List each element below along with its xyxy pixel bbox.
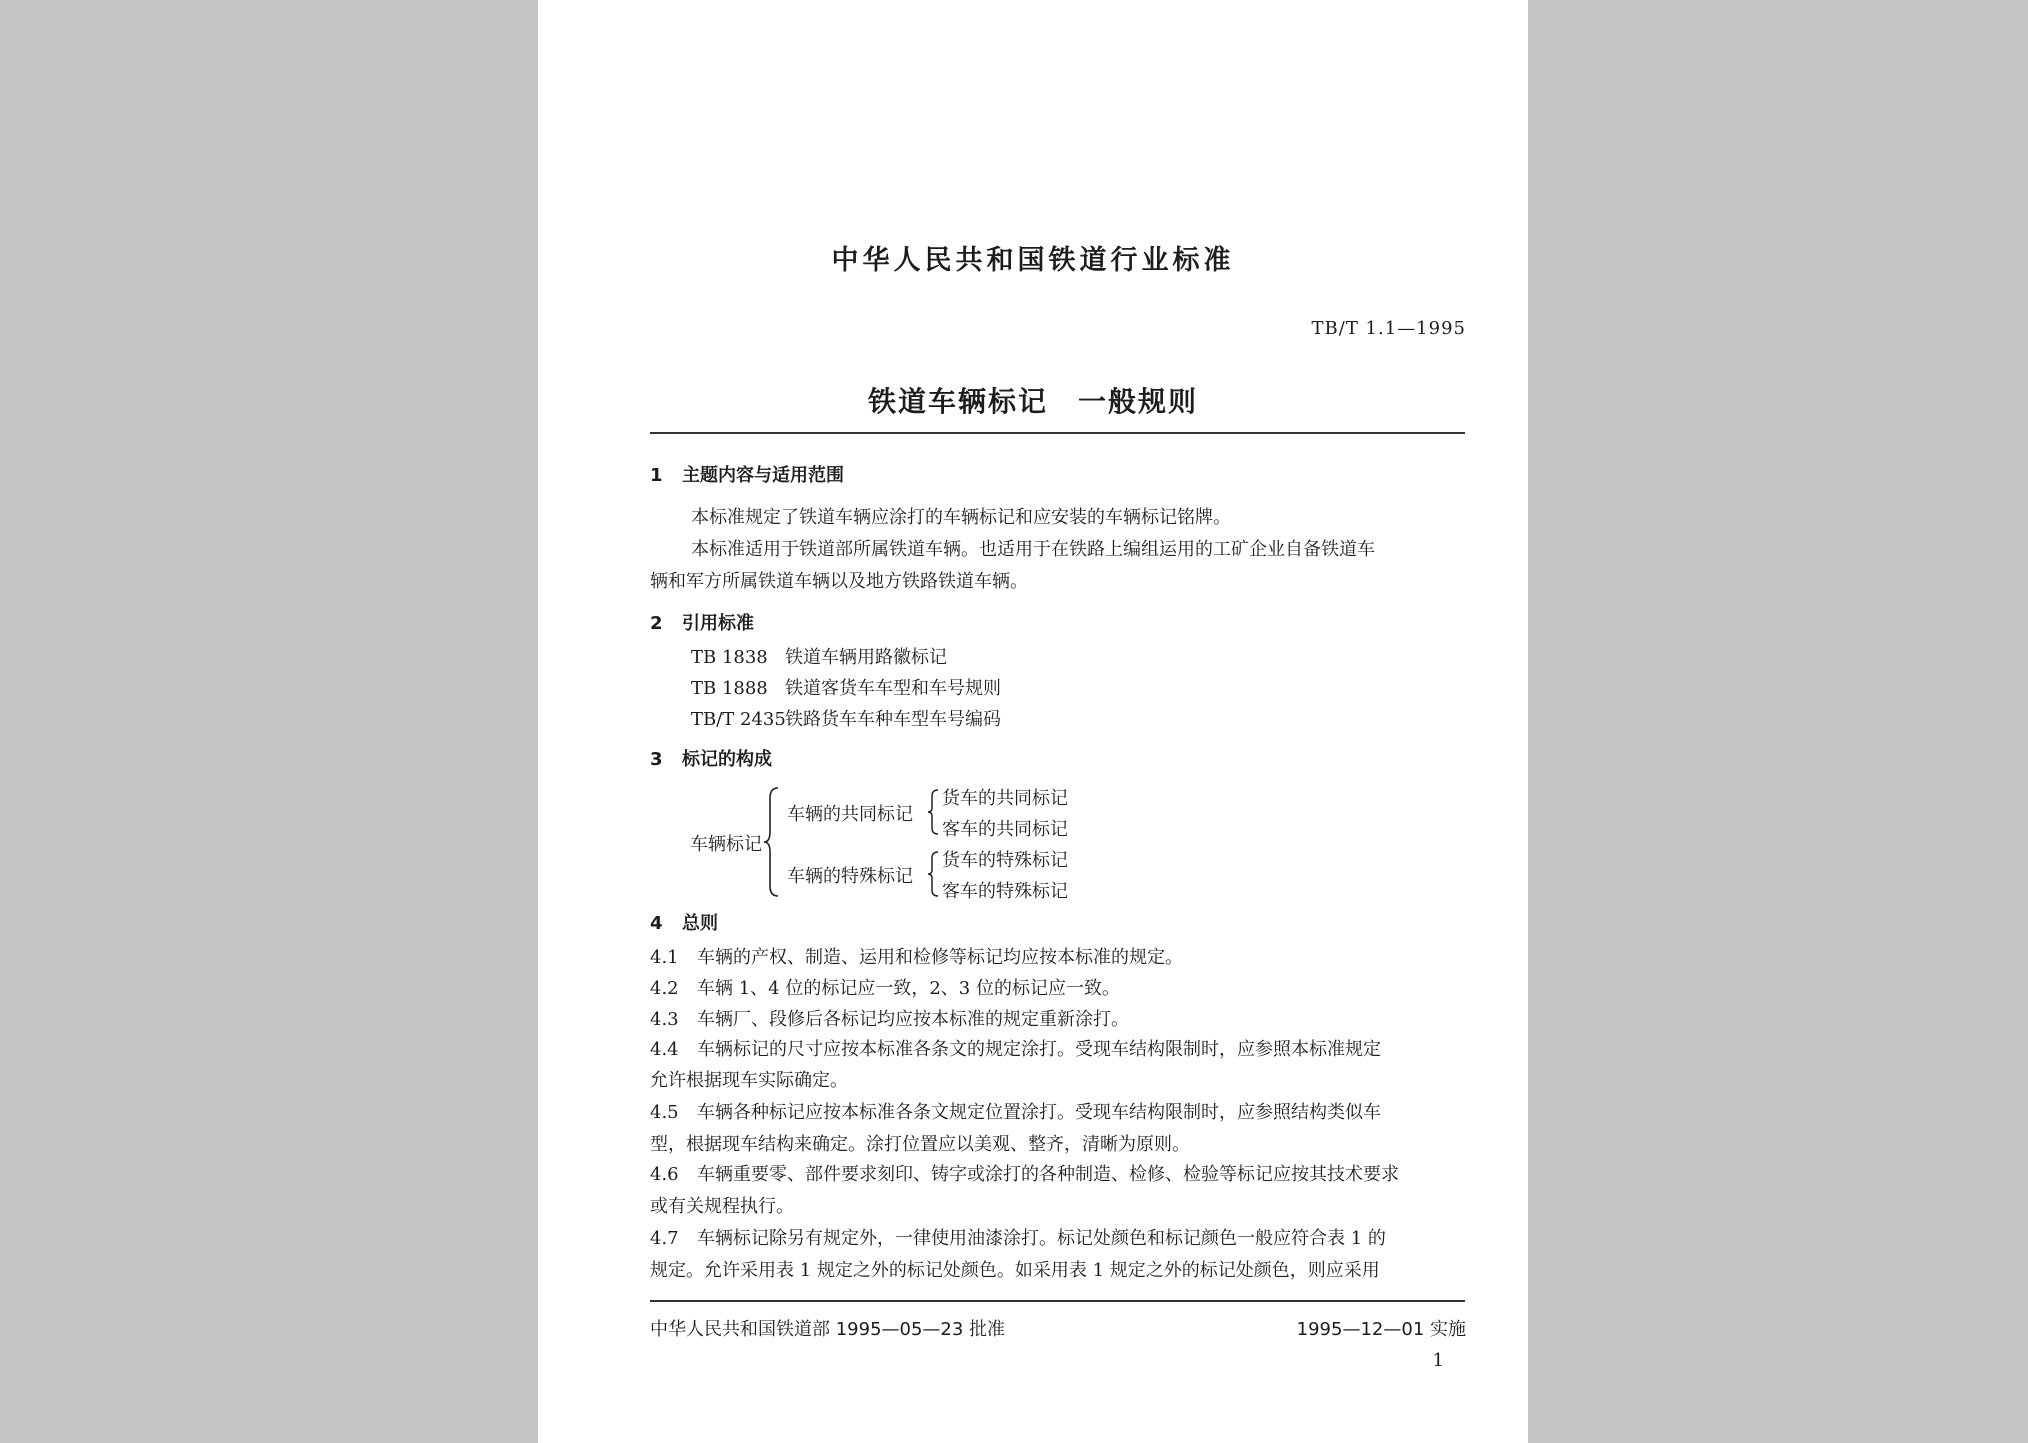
clause-text: 车辆重要零、部件要求刻印、铸字或涂打的各种制造、检修、检验等标记应按其技术要求 bbox=[697, 1164, 1399, 1185]
section-number: 4 bbox=[650, 913, 663, 934]
clause-4-5 bbox=[650, 1098, 1381, 1124]
section-title: 总则 bbox=[682, 913, 718, 934]
marking-tree-brace-common bbox=[926, 788, 940, 836]
section-3-heading bbox=[650, 745, 772, 771]
clause-4-7 bbox=[650, 1224, 1386, 1250]
clause-number: 4.1 bbox=[650, 947, 679, 968]
approval-note: 中华人民共和国铁道部 1995—05—23 批准 bbox=[650, 1319, 1006, 1340]
marking-tree-brace-special bbox=[926, 850, 940, 898]
page-number: 1 bbox=[1432, 1350, 1444, 1371]
clause-4-6 bbox=[650, 1160, 1399, 1186]
clause-4-4 bbox=[650, 1035, 1381, 1061]
marking-tree-leaf: 客车的共同标记 bbox=[942, 819, 1068, 840]
section-4-heading bbox=[650, 909, 718, 935]
clause-number: 4.7 bbox=[650, 1228, 679, 1249]
reference-code: TB 1838 bbox=[691, 647, 768, 668]
clause-4-6-continued: 或有关规程执行。 bbox=[650, 1196, 794, 1217]
section-1-para-2-line-2: 辆和军方所属铁道车辆以及地方铁路铁道车辆。 bbox=[650, 571, 1028, 592]
clause-4-5-continued: 型，根据现车结构来确定。涂打位置应以美观、整齐，清晰为原则。 bbox=[650, 1134, 1190, 1155]
clause-text: 车辆标记除另有规定外，一律使用油漆涂打。标记处颜色和标记颜色一般应符合表 1 的 bbox=[697, 1228, 1386, 1249]
clause-text: 车辆标记的尺寸应按本标准各条文的规定涂打。受现车结构限制时，应参照本标准规定 bbox=[697, 1039, 1381, 1060]
effective-date: 1995—12—01 实施 bbox=[1296, 1319, 1466, 1340]
clause-4-3 bbox=[650, 1005, 1129, 1031]
document-title: 铁道车辆标记 一般规则 bbox=[867, 385, 1198, 418]
clause-text: 车辆的产权、制造、运用和检修等标记均应按本标准的规定。 bbox=[697, 947, 1183, 968]
reference-item bbox=[691, 705, 1001, 731]
section-1-heading bbox=[650, 461, 844, 487]
footer-divider bbox=[650, 1300, 1465, 1302]
section-1-para-1: 本标准规定了铁道车辆应涂打的车辆标记和应安装的车辆标记铭牌。 bbox=[691, 507, 1231, 528]
clause-number: 4.3 bbox=[650, 1009, 679, 1030]
document-page bbox=[538, 0, 1528, 1443]
clause-text: 车辆各种标记应按本标准各条文规定位置涂打。受现车结构限制时，应参照结构类似车 bbox=[697, 1102, 1381, 1123]
clause-number: 4.6 bbox=[650, 1164, 679, 1185]
section-title: 标记的构成 bbox=[682, 749, 772, 770]
marking-tree-leaf: 货车的共同标记 bbox=[942, 788, 1068, 809]
section-title: 主题内容与适用范围 bbox=[682, 465, 844, 486]
section-2-heading bbox=[650, 609, 754, 635]
clause-4-7-continued: 规定。允许采用表 1 规定之外的标记处颜色。如采用表 1 规定之外的标记处颜色，则应采用 bbox=[650, 1260, 1380, 1281]
reference-item bbox=[691, 643, 947, 669]
reference-title: 铁路货车车种车型车号编码 bbox=[785, 709, 1001, 730]
marking-tree-common: 车辆的共同标记 bbox=[787, 804, 913, 825]
marking-tree-brace-root bbox=[762, 786, 780, 898]
clause-4-1 bbox=[650, 943, 1183, 969]
marking-tree-root: 车辆标记 bbox=[690, 834, 762, 855]
standard-code: TB/T 1.1—1995 bbox=[1311, 318, 1466, 339]
marking-tree-leaf: 客车的特殊标记 bbox=[942, 881, 1068, 902]
clause-text: 车辆厂、段修后各标记均应按本标准的规定重新涂打。 bbox=[697, 1009, 1129, 1030]
clause-number: 4.5 bbox=[650, 1102, 679, 1123]
marking-tree-special: 车辆的特殊标记 bbox=[787, 866, 913, 887]
clause-number: 4.2 bbox=[650, 978, 679, 999]
section-number: 1 bbox=[650, 465, 663, 486]
marking-tree-leaf: 货车的特殊标记 bbox=[942, 850, 1068, 871]
reference-title: 铁道车辆用路徽标记 bbox=[785, 647, 947, 668]
clause-number: 4.4 bbox=[650, 1039, 679, 1060]
reference-item bbox=[691, 674, 1001, 700]
section-1-para-2-line-1: 本标准适用于铁道部所属铁道车辆。也适用于在铁路上编组运用的工矿企业自备铁道车 bbox=[691, 539, 1375, 560]
reference-code: TB 1888 bbox=[691, 678, 768, 699]
issuing-organization: 中华人民共和国铁道行业标准 bbox=[831, 245, 1235, 276]
clause-4-4-continued: 允许根据现车实际确定。 bbox=[650, 1070, 848, 1091]
reference-code: TB/T 2435 bbox=[691, 709, 786, 730]
section-number: 3 bbox=[650, 749, 663, 770]
clause-text: 车辆 1、4 位的标记应一致，2、3 位的标记应一致。 bbox=[697, 978, 1120, 999]
clause-4-2 bbox=[650, 974, 1120, 1000]
section-title: 引用标准 bbox=[682, 613, 754, 634]
reference-title: 铁道客货车车型和车号规则 bbox=[785, 678, 1001, 699]
title-divider bbox=[650, 432, 1465, 434]
section-number: 2 bbox=[650, 613, 663, 634]
